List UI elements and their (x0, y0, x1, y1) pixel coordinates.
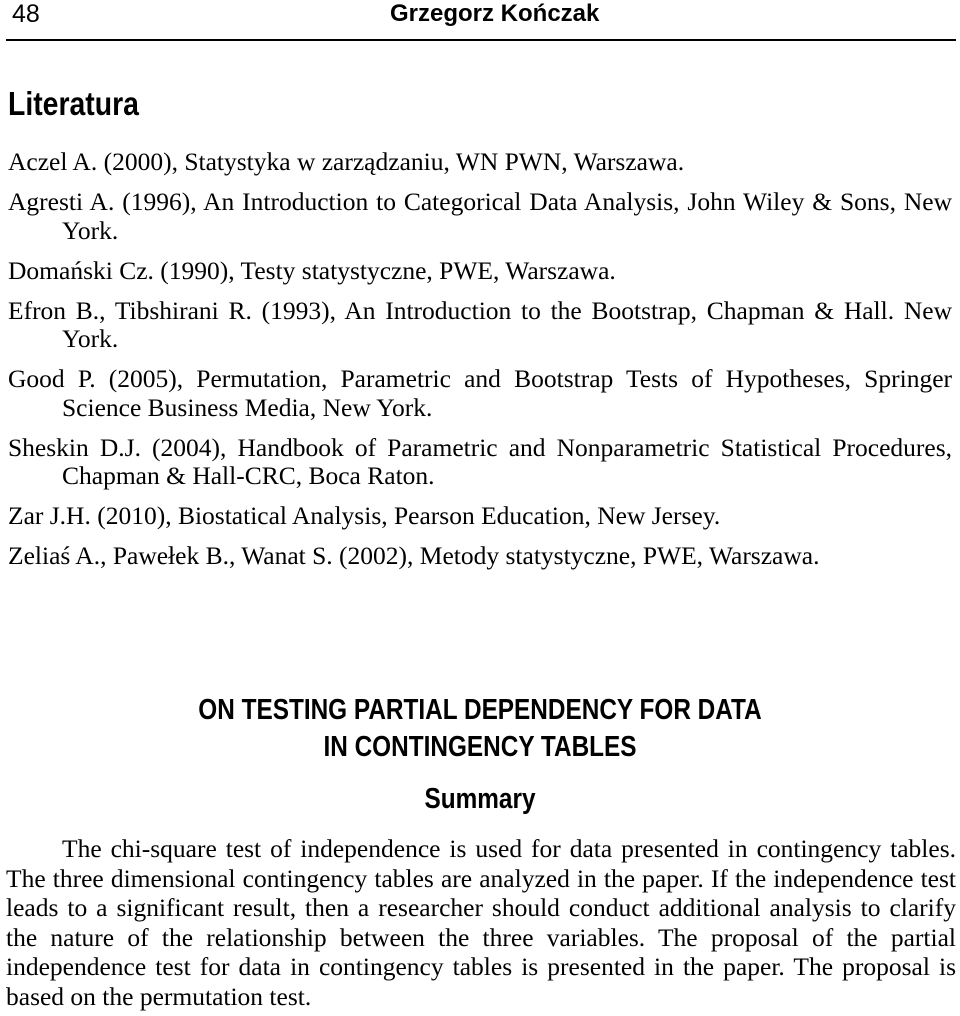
literature-heading: Literatura (8, 85, 139, 122)
reference-list (8, 148, 952, 582)
reference-item: Zar J.H. (2010), Biostatical Analysis, Pearson Education, New Jersey. (8, 501, 721, 530)
reference-item: Agresti A. (1996), An Introduction to Categorical Data Analysis, John Wiley & Sons, New York. (8, 187, 952, 245)
reference-item: Aczel A. (2000), Statystyka w zarządzaniu, WN PWN, Warszawa. (8, 147, 685, 176)
reference-item: Good P. (2005), Permutation, Parametric and Bootstrap Tests of Hypotheses, Springer Science Business Media, New York. (8, 364, 952, 422)
summary-heading: Summary (424, 783, 536, 815)
article-title-line-2: IN CONTINGENCY TABLES (323, 731, 637, 763)
summary-paragraph: The chi-square test of independence is used for data presented in contingency tables. The three dimensional contingency tables are analyzed in the paper. If the independence test leads to a significant result, then a researcher should conduct additional analysis to clarify the nature of the relationship between the three variables. The proposal of the partial independence test for data in contingency tables is presented in the paper. The proposal is based on the permutation test. (6, 834, 956, 1011)
reference-item: Zeliaś A., Pawełek B., Wanat S. (2002), Metody statystyczne, PWE, Warszawa. (8, 541, 820, 570)
reference-item: Sheskin D.J. (2004), Handbook of Parametric and Nonparametric Statistical Procedures, Chapman & Hall-CRC, Boca Raton. (8, 432, 952, 490)
running-header (6, 0, 954, 36)
header-divider (6, 39, 956, 41)
header-author: Grzegorz Kończak (390, 0, 600, 27)
page-number: 48 (12, 0, 40, 28)
summary-section (0, 692, 960, 817)
reference-item: Domański Cz. (1990), Testy statystyczne, PWE, Warszawa. (8, 255, 616, 285)
reference-item: Efron B., Tibshirani R. (1993), An Introduction to the Bootstrap, Chapman & Hall. New York. (8, 295, 952, 353)
article-title-line-1: ON TESTING PARTIAL DEPENDENCY FOR DATA (198, 694, 762, 726)
